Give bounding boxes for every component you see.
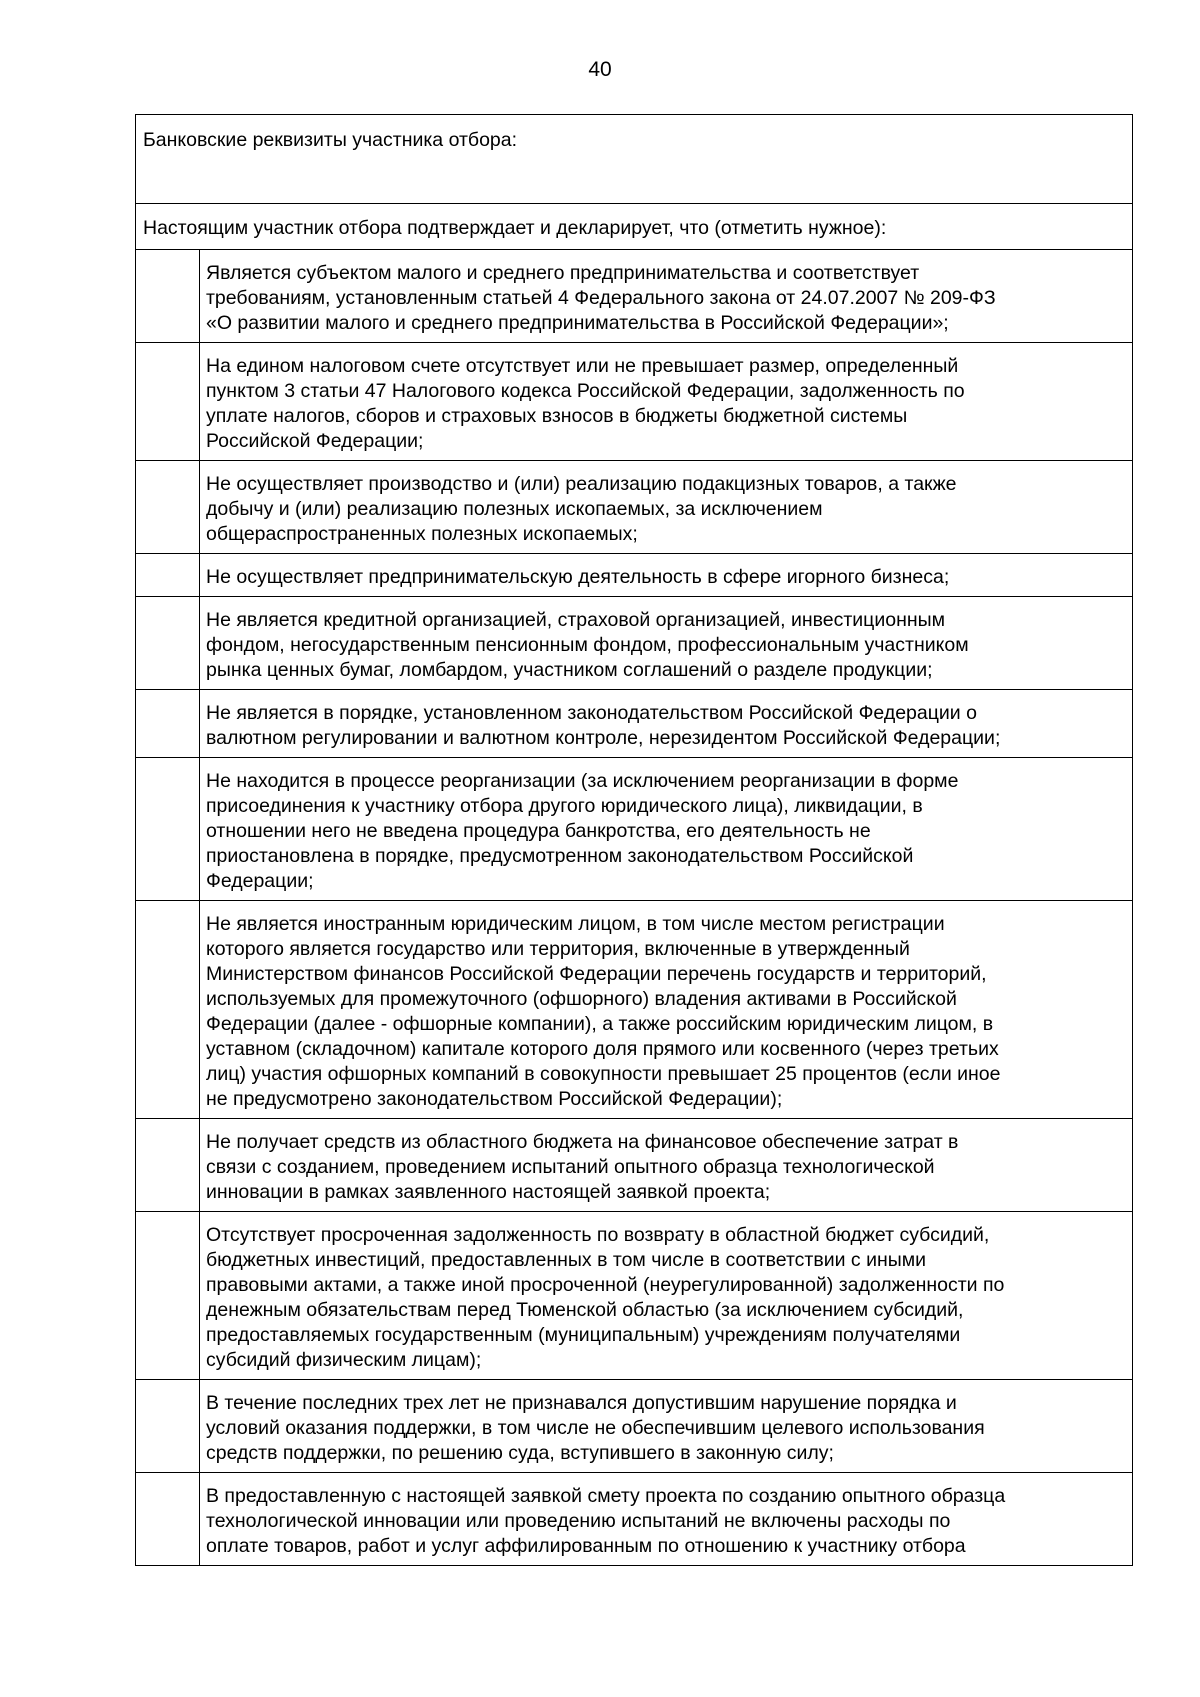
checkbox-cell[interactable] <box>136 554 200 597</box>
declaration-item-text: На едином налоговом счете отсутствует или не превышает размер, определенный пунктом 3 статьи 47 Налогового кодекса Российской Федерации, задолженность по уплате налогов, сборов и страховых взносов в бюджеты бюджетной системы Российской Федерации; <box>200 343 1133 461</box>
declaration-item-row <box>136 343 1133 461</box>
bank-details-label[interactable]: Банковские реквизиты участника отбора: <box>136 115 1133 204</box>
declaration-header-row <box>136 204 1133 250</box>
declaration-item-row <box>136 250 1133 343</box>
declaration-item-text: В течение последних трех лет не признавался допустившим нарушение порядка и условий оказания поддержки, в том числе не обеспечившим целевого использования средств поддержки, по решению суда, вступившего в законную силу; <box>200 1380 1133 1473</box>
declaration-table <box>135 114 1133 1566</box>
declaration-item-row <box>136 1119 1133 1212</box>
declaration-item-text: Не осуществляет производство и (или) реализацию подакцизных товаров, а также добычу и (или) реализацию полезных ископаемых, за исключением общераспространенных полезных ископаемых; <box>200 461 1133 554</box>
page-number: 40 <box>588 58 612 81</box>
declaration-item-text: Не получает средств из областного бюджета на финансовое обеспечение затрат в связи с созданием, проведением испытаний опытного образца технологической инновации в рамках заявленного настоящей заявкой проекта; <box>200 1119 1133 1212</box>
declaration-item-text: Отсутствует просроченная задолженность по возврату в областной бюджет субсидий, бюджетных инвестиций, предоставленных в том числе в соответствии с иными правовыми актами, а также иной просроченной (неурегулированной) задолженности по денежным обязательствам перед Тюменской областью (за исключением субсидий, предоставляемых государственным (муниципальным) учреждениям получателями субсидий физическим лицам); <box>200 1212 1133 1380</box>
declaration-item-row <box>136 690 1133 758</box>
declaration-header: Настоящим участник отбора подтверждает и декларирует, что (отметить нужное): <box>136 204 1133 250</box>
declaration-item-row <box>136 901 1133 1119</box>
checkbox-cell[interactable] <box>136 1473 200 1566</box>
declaration-item-text: Не осуществляет предпринимательскую деятельность в сфере игорного бизнеса; <box>200 554 1133 597</box>
checkbox-cell[interactable] <box>136 343 200 461</box>
checkbox-cell[interactable] <box>136 1119 200 1212</box>
checkbox-cell[interactable] <box>136 1212 200 1380</box>
declaration-item-row <box>136 1212 1133 1380</box>
declaration-item-text: Не находится в процессе реорганизации (за исключением реорганизации в форме присоединения к участнику отбора другого юридического лица), ликвидации, в отношении него не введена процедура банкротства, его деятельность не приостановлена в порядке, предусмотренном законодательством Российской Федерации; <box>200 758 1133 901</box>
declaration-item-row <box>136 461 1133 554</box>
declaration-item-text: Не является кредитной организацией, страховой организацией, инвестиционным фондом, негосударственным пенсионным фондом, профессиональным участником рынка ценных бумаг, ломбардом, участником соглашений о разделе продукции; <box>200 597 1133 690</box>
checkbox-cell[interactable] <box>136 758 200 901</box>
declaration-item-row <box>136 1380 1133 1473</box>
checkbox-cell[interactable] <box>136 690 200 758</box>
checkbox-cell[interactable] <box>136 250 200 343</box>
checkbox-cell[interactable] <box>136 597 200 690</box>
declaration-item-text: Является субъектом малого и среднего предпринимательства и соответствует требованиям, установленным статьей 4 Федерального закона от 24.07.2007 № 209-ФЗ «О развитии малого и среднего предпринимательства в Российской Федерации»; <box>200 250 1133 343</box>
declaration-item-row <box>136 1473 1133 1566</box>
checkbox-cell[interactable] <box>136 1380 200 1473</box>
declaration-item-text: В предоставленную с настоящей заявкой смету проекта по созданию опытного образца технологической инновации или проведению испытаний не включены расходы по оплате товаров, работ и услуг аффилированным по отношению к участнику отбора <box>200 1473 1133 1566</box>
checkbox-cell[interactable] <box>136 461 200 554</box>
declaration-item-text: Не является иностранным юридическим лицом, в том числе местом регистрации которого является государство или территория, включенные в утвержденный Министерством финансов Российской Федерации перечень государств и территорий, используемых для промежуточного (офшорного) владения активами в Российской Федерации (далее - офшорные компании), а также российским юридическим лицом, в уставном (складочном) капитале которого доля прямого или косвенного (через третьих лиц) участия офшорных компаний в совокупности превышает 25 процентов (если иное не предусмотрено законодательством Российской Федерации); <box>200 901 1133 1119</box>
declaration-item-row <box>136 758 1133 901</box>
bank-details-row <box>136 115 1133 204</box>
checkbox-cell[interactable] <box>136 901 200 1119</box>
declaration-item-row <box>136 554 1133 597</box>
declaration-item-text: Не является в порядке, установленном законодательством Российской Федерации о валютном регулировании и валютном контроле, нерезидентом Российской Федерации; <box>200 690 1133 758</box>
declaration-item-row <box>136 597 1133 690</box>
